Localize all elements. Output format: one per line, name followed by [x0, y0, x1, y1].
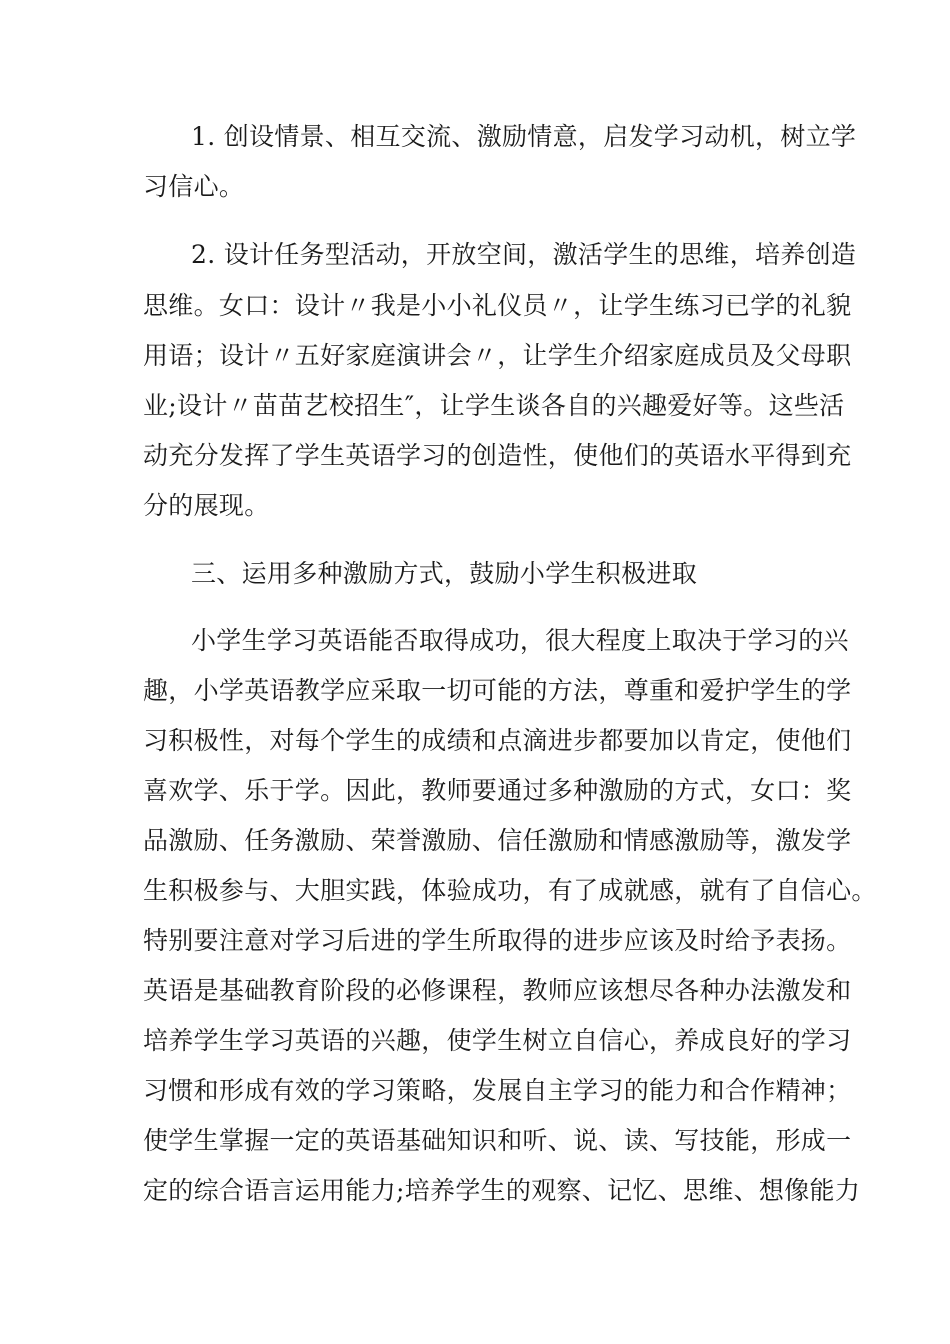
paragraph-2-line-5: 动充分发挥了学生英语学习的创造性，使他们的英语水平得到充 — [143, 441, 852, 470]
section-heading: 三、运用多种激励方式，鼓励小学生积极进取 — [191, 559, 698, 588]
paragraph-2-line-6: 分的展现。 — [143, 491, 270, 520]
paragraph-3-line-5: 品激励、任务激励、荣誉激励、信任激励和情感激励等，激发学 — [143, 826, 852, 855]
paragraph-2-line-4: 业;设计〃苗苗艺校招生″，让学生谈各自的兴趣爱好等。这些活 — [143, 391, 845, 420]
paragraph-3-line-4: 喜欢学、乐于学。因此，教师要通过多种激励的方式，女口：奖 — [143, 776, 852, 805]
paragraph-2-line-2: 思维。女口：设计〃我是小小礼仪员〃，让学生练习已学的礼貌 — [143, 291, 852, 320]
paragraph-1-line-1: 1. 创设情景、相互交流、激励情意，启发学习动机，树立学 — [191, 122, 857, 151]
paragraph-3-line-10: 习惯和形成有效的学习策略，发展自主学习的能力和合作精神； — [143, 1076, 852, 1105]
paragraph-3-line-2: 趣，小学英语教学应采取一切可能的方法，尊重和爱护学生的学 — [143, 676, 852, 705]
paragraph-1-line-2: 习信心。 — [143, 172, 245, 201]
paragraph-2-line-3: 用语；设计〃五好家庭演讲会〃，让学生介绍家庭成员及父母职 — [143, 341, 852, 370]
paragraph-3-line-1: 小学生学习英语能否取得成功，很大程度上取决于学习的兴 — [191, 626, 849, 655]
paragraph-3-line-3: 习积极性，对每个学生的成绩和点滴进步都要加以肯定，使他们 — [143, 726, 852, 755]
paragraph-3-line-11: 使学生掌握一定的英语基础知识和听、说、读、写技能，形成一 — [143, 1126, 852, 1155]
paragraph-3-line-8: 英语是基础教育阶段的必修课程，教师应该想尽各种办法激发和 — [143, 976, 852, 1005]
paragraph-3-line-12: 定的综合语言运用能力;培养学生的观察、记忆、思维、想像能力 — [143, 1176, 861, 1205]
paragraph-3-line-6: 生积极参与、大胆实践，体验成功，有了成就感，就有了自信心。 — [143, 876, 877, 905]
paragraph-3-line-7: 特别要注意对学习后进的学生所取得的进步应该及时给予表扬。 — [143, 926, 852, 955]
paragraph-2-line-1: 2. 设计任务型活动，开放空间，激活学生的思维，培养创造 — [191, 240, 857, 269]
paragraph-3-line-9: 培养学生学习英语的兴趣，使学生树立自信心，养成良好的学习 — [143, 1026, 852, 1055]
